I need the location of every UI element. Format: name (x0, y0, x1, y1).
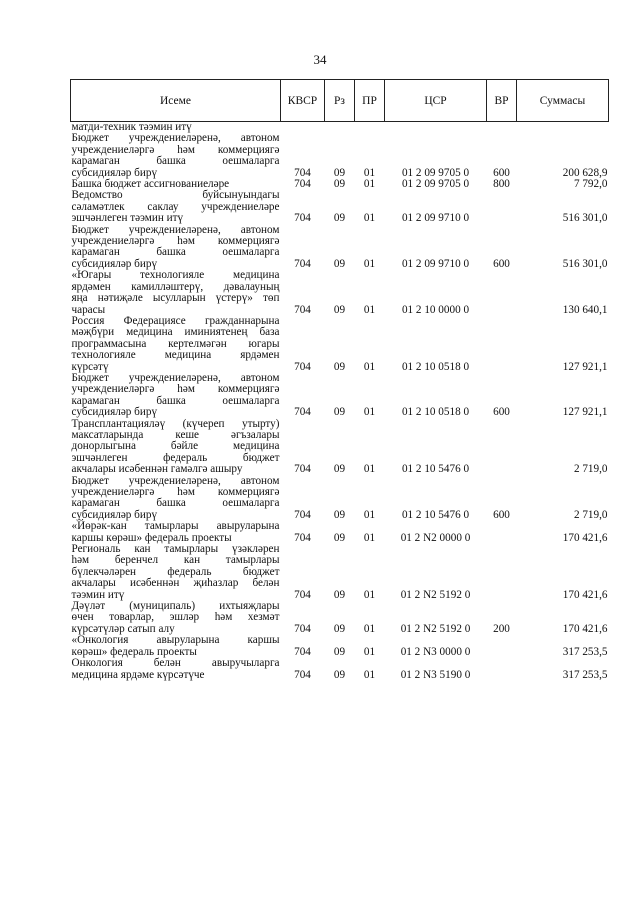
name-line: технологияле медицина ярдәмен (71, 349, 280, 362)
cell-csr: 01 2 09 9710 0 (401, 212, 470, 225)
cell-name (71, 476, 281, 522)
name-line: программасына кертелмәгән югары (71, 337, 280, 350)
cell-csr: 01 2 09 9705 0 (401, 178, 470, 191)
name-line: мәҗбүри медицина иминиятенең база (71, 326, 280, 339)
name-line: ярдәмен камилләштерү, дәвалауның (71, 280, 280, 293)
cell-name (71, 190, 281, 224)
cell-sum: 317 253,5 (562, 668, 608, 681)
name-line: Россия Федерациясе гражданнарына (71, 314, 280, 327)
name-line: матди-техник тәэмин итү (71, 121, 192, 133)
table-row (71, 316, 609, 373)
name-line: Бюджет учреждениеләренә, автоном (71, 132, 280, 145)
name-line: Трансплантацияләү (күчереп утырту) (71, 417, 280, 430)
cell-kvsr: 704 (294, 406, 311, 419)
cell-pr: 01 (363, 463, 376, 476)
cell-rz: 09 (333, 622, 346, 635)
table-row (71, 521, 609, 544)
cell-pr: 01 (363, 257, 376, 270)
cell-kvsr: 704 (294, 463, 311, 476)
header-csr: ЦСР (385, 80, 487, 122)
name-line: бүлекчәләрен федераль бюджет (71, 565, 280, 578)
cell-rz: 09 (333, 588, 346, 601)
cell-sum: 170 421,6 (562, 588, 608, 601)
cell-vr: 600 (493, 166, 510, 179)
cell-sum: 317 253,5 (562, 645, 608, 658)
table-row (71, 419, 609, 476)
cell-rz: 09 (333, 645, 346, 658)
cell-csr: 01 2 10 5476 0 (401, 463, 470, 476)
cell-name (71, 601, 281, 635)
cell-pr: 01 (363, 178, 376, 191)
table-row (71, 373, 609, 419)
cell-pr: 01 (363, 531, 376, 544)
name-line: учреждениеләргә һәм коммерциягә (71, 486, 280, 498)
name-line: тәэмин итү (71, 588, 125, 601)
cell-kvsr: 704 (294, 303, 311, 316)
cell-rz: 09 (333, 508, 346, 521)
cell-vr (487, 521, 517, 544)
name-line: Бюджет учреждениеләренә, автоном (71, 223, 280, 236)
cell-name (71, 635, 281, 658)
cell-csr (385, 122, 487, 134)
cell-name (71, 225, 281, 271)
cell-sum: 130 640,1 (562, 303, 608, 316)
name-line: һәм беренчел кан тамырлары (71, 554, 280, 567)
cell-vr (487, 316, 517, 373)
cell-kvsr: 704 (294, 508, 311, 521)
cell-sum: 516 301,0 (562, 212, 608, 225)
name-line: карамаган башка оешмаларга (71, 497, 280, 510)
cell-kvsr: 704 (294, 588, 311, 601)
name-line: медицина ярдәме күрсәтүче (71, 668, 205, 681)
name-line: учреждениеләргә һәм коммерциягә (71, 235, 280, 248)
cell-kvsr: 704 (294, 166, 311, 179)
name-line: чарасы (71, 303, 106, 316)
cell-csr: 01 2 N3 5190 0 (400, 668, 471, 681)
table-row (71, 601, 609, 635)
cell-rz (325, 122, 355, 134)
cell-kvsr: 704 (294, 622, 311, 635)
table-row (71, 544, 609, 601)
cell-pr: 01 (363, 668, 376, 681)
name-line: каршы көрәш» федераль проекты (71, 531, 232, 544)
cell-vr: 800 (493, 178, 510, 191)
cell-rz: 09 (333, 178, 346, 191)
header-pr: ПР (355, 80, 385, 122)
header-rz: Рз (325, 80, 355, 122)
cell-pr: 01 (363, 212, 376, 225)
table-row (71, 270, 609, 316)
header-sum: Суммасы (517, 80, 609, 122)
cell-csr: 01 2 N2 0000 0 (400, 531, 471, 544)
cell-pr: 01 (363, 645, 376, 658)
name-line: карамаган башка оешмаларга (71, 246, 280, 259)
cell-rz: 09 (333, 212, 346, 225)
name-line: субсидияләр бирү (71, 257, 158, 270)
cell-csr: 01 2 10 5476 0 (401, 508, 470, 521)
cell-name (71, 133, 281, 179)
name-line: «Югары технологияле медицина (71, 269, 280, 282)
cell-csr: 01 2 09 9710 0 (401, 257, 470, 270)
table-body (71, 122, 609, 681)
name-line: Ведомство буйсынуындагы (71, 189, 280, 202)
cell-rz: 09 (333, 303, 346, 316)
cell-kvsr: 704 (294, 645, 311, 658)
cell-sum: 2 719,0 (573, 463, 608, 476)
name-line: Бюджет учреждениеләренә, автоном (71, 474, 280, 487)
cell-sum: 127 921,1 (562, 360, 608, 373)
name-line: Онкология белән авыручыларга (71, 657, 280, 670)
cell-rz: 09 (333, 668, 346, 681)
cell-kvsr: 704 (294, 178, 311, 191)
name-line: Региональ кан тамырлары үзәкләрен (71, 543, 280, 556)
name-line: донорлыгына бәйле медицина (71, 440, 280, 453)
cell-pr: 01 (363, 166, 376, 179)
cell-name (71, 270, 281, 316)
cell-vr (487, 544, 517, 601)
cell-name (71, 316, 281, 373)
name-line: карамаган башка оешмаларга (71, 394, 280, 407)
name-line: күрсәтүләр сатып алу (71, 622, 175, 635)
name-line: субсидияләр бирү (71, 166, 158, 179)
table-header-row (71, 80, 609, 122)
name-line: субсидияләр бирү (71, 406, 158, 419)
cell-vr: 600 (493, 406, 510, 419)
name-line: Башка бюджет ассигнованиеләре (71, 178, 230, 191)
cell-csr: 01 2 10 0518 0 (401, 406, 470, 419)
cell-rz: 09 (333, 360, 346, 373)
cell-rz: 09 (333, 257, 346, 270)
cell-pr: 01 (363, 406, 376, 419)
page-number: 34 (313, 52, 327, 67)
cell-rz: 09 (333, 463, 346, 476)
name-line: эшчәнлеген федераль бюджет (71, 451, 280, 464)
cell-csr: 01 2 N3 0000 0 (400, 645, 471, 658)
cell-name (71, 373, 281, 419)
name-line: «Онкология авыруларына каршы (71, 634, 280, 647)
cell-sum: 200 628,9 (562, 166, 608, 179)
cell-sum: 170 421,6 (562, 531, 608, 544)
cell-pr: 01 (363, 508, 376, 521)
cell-sum: 7 792,0 (573, 178, 608, 191)
name-line: акчалары исәбеннән җиһазлар белән (71, 577, 280, 590)
budget-table (70, 79, 609, 681)
name-line: учреждениеләргә һәм коммерциягә (71, 383, 280, 396)
name-line: Дәүләт (муниципаль) ихтыяҗлары (71, 600, 280, 613)
name-line: субсидияләр бирү (71, 508, 158, 521)
cell-vr: 600 (493, 508, 510, 521)
cell-sum: 170 421,6 (562, 622, 608, 635)
name-line: эшчәнлеген тәэмин итү (71, 212, 184, 225)
cell-rz: 09 (333, 406, 346, 419)
table-row (71, 225, 609, 271)
cell-name (71, 419, 281, 476)
table-row (71, 476, 609, 522)
cell-kvsr: 704 (294, 360, 311, 373)
cell-pr: 01 (363, 303, 376, 316)
name-line: Бюджет учреждениеләренә, автоном (71, 371, 280, 384)
cell-vr (487, 658, 517, 681)
cell-name (71, 658, 281, 681)
cell-vr (487, 190, 517, 224)
cell-name (71, 521, 281, 544)
cell-kvsr: 704 (294, 257, 311, 270)
name-line: өчен товарлар, эшләр һәм хезмәт (71, 611, 280, 624)
cell-kvsr: 704 (294, 531, 311, 544)
name-line: максатларында кеше әгъзалары (71, 428, 280, 441)
cell-kvsr: 704 (294, 212, 311, 225)
cell-csr: 01 2 N2 5192 0 (400, 588, 471, 601)
cell-name (71, 544, 281, 601)
name-line: учреждениеләргә һәм коммерциягә (71, 143, 280, 156)
name-line: карамаган башка оешмаларга (71, 155, 280, 168)
cell-pr: 01 (363, 622, 376, 635)
cell-pr (355, 122, 385, 134)
cell-kvsr (281, 122, 325, 134)
header-kvsr: КВСР (281, 80, 325, 122)
name-line: акчалары исәбеннән гамәлгә ашыру (71, 463, 243, 476)
cell-sum (517, 122, 609, 134)
cell-vr (487, 635, 517, 658)
name-line: көрәш» федераль проекты (71, 645, 197, 658)
cell-csr: 01 2 09 9705 0 (401, 166, 470, 179)
cell-vr: 200 (493, 622, 510, 635)
cell-vr (487, 419, 517, 476)
cell-sum: 2 719,0 (573, 508, 608, 521)
name-line: күрсәтү (71, 360, 109, 373)
cell-vr (487, 122, 517, 134)
name-line: «Йөрәк-кан тамырлары авыруларына (71, 520, 280, 533)
table-row (71, 658, 609, 681)
header-name: Исеме (71, 80, 281, 122)
cell-csr: 01 2 10 0000 0 (401, 303, 470, 316)
cell-rz: 09 (333, 166, 346, 179)
table-row (71, 635, 609, 658)
name-line: яңа нәтиҗәле ысулларын үстерү» төп (71, 292, 280, 305)
name-line: сәламәтлек саклау учреждениеләре (71, 200, 280, 213)
cell-rz: 09 (333, 531, 346, 544)
cell-kvsr: 704 (294, 668, 311, 681)
cell-sum: 127 921,1 (562, 406, 608, 419)
cell-pr: 01 (363, 588, 376, 601)
cell-csr: 01 2 N2 5192 0 (400, 622, 471, 635)
table-row (71, 190, 609, 224)
cell-pr: 01 (363, 360, 376, 373)
header-vr: ВР (487, 80, 517, 122)
cell-csr: 01 2 10 0518 0 (401, 360, 470, 373)
table-row (71, 133, 609, 179)
cell-sum: 516 301,0 (562, 257, 608, 270)
cell-vr: 600 (493, 257, 510, 270)
cell-vr (487, 270, 517, 316)
